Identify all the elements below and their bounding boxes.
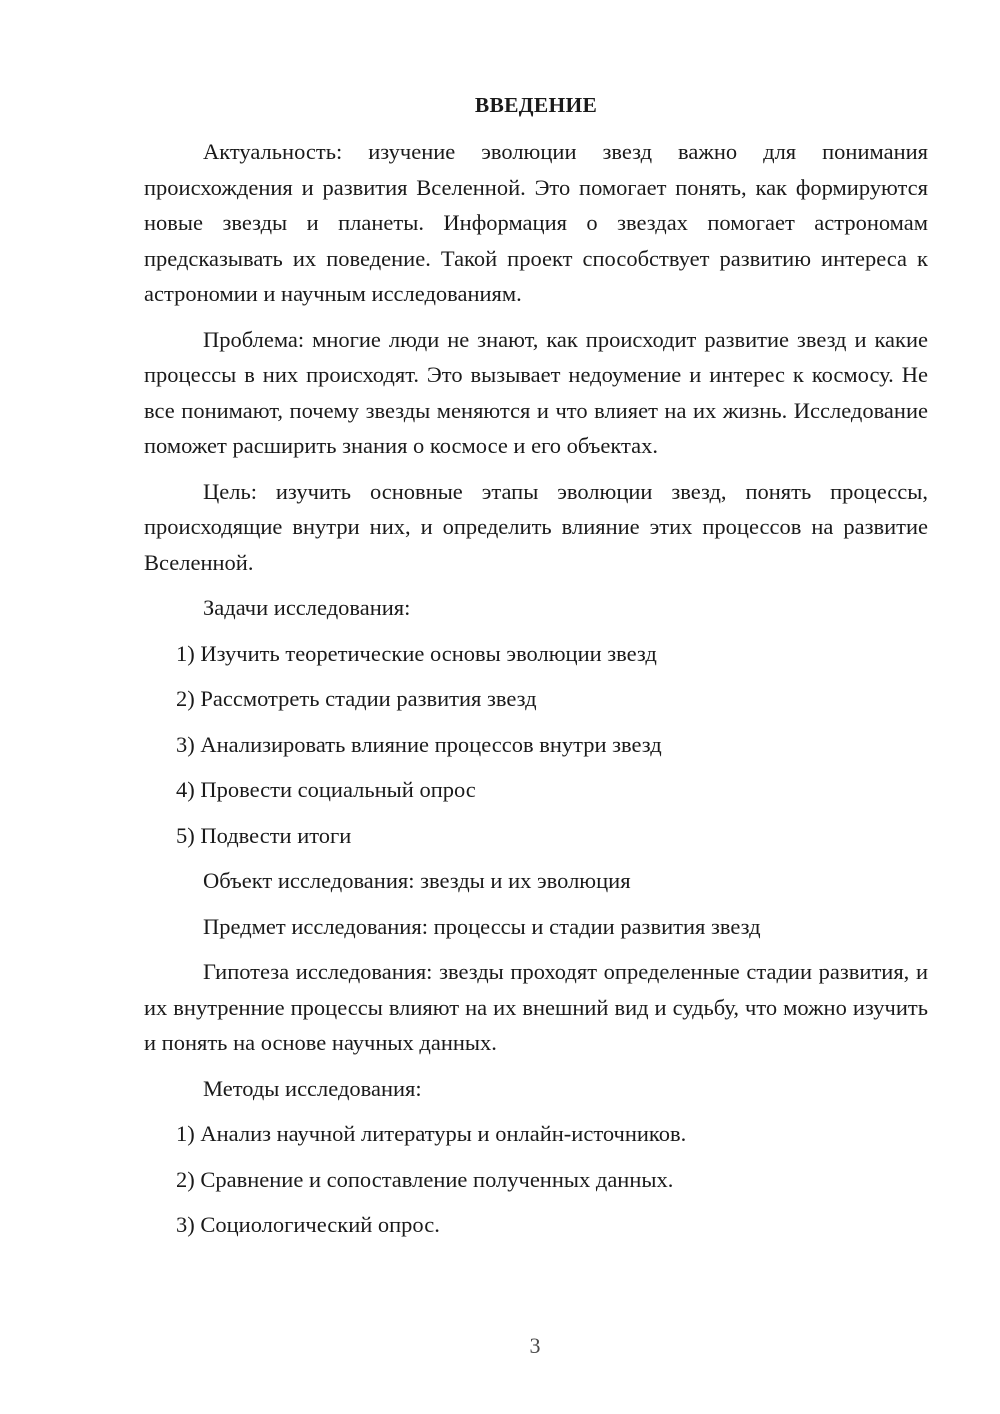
page-number: 3 <box>529 1333 541 1358</box>
list-item: 3) Анализировать влияние процессов внутри звезд <box>176 731 662 757</box>
list-item: 1) Изучить теоретические основы эволюции звезд <box>176 640 657 666</box>
list-item: 1) Анализ научной литературы и онлайн-источников. <box>176 1121 687 1146</box>
methods-list <box>144 1116 928 1243</box>
list-item: 3) Социологический опрос. <box>176 1212 440 1237</box>
object-line: Объект исследования: звезды и их эволюция <box>203 868 631 893</box>
list-item: 5) Подвести итоги <box>176 822 352 848</box>
tasks-heading: Задачи исследования: <box>203 595 411 620</box>
methods-heading: Методы исследования: <box>203 1075 422 1101</box>
subject-line: Предмет исследования: процессы и стадии развития звезд <box>203 913 761 939</box>
tasks-list <box>144 636 928 854</box>
list-item: 2) Сравнение и сопоставление полученных данных. <box>176 1166 674 1192</box>
problem-paragraph: Проблема: многие люди не знают, как происходит развитие звезд и какие процессы в них происходят. Это вызывает недоумение и интерес к космосу. Не все понимают, почему звезды меняются и что влияет на их жизнь. Исследование поможет расширить знания о космосе и его объектах. <box>144 326 928 458</box>
section-title: ВВЕДЕНИЕ <box>474 93 598 117</box>
hypothesis-paragraph: Гипотеза исследования: звезды проходят определенные стадии развития, и их внутренние процессы влияют на их внешний вид и судьбу, что можно изучить и понять на основе научных данных. <box>144 959 928 1055</box>
page-content <box>144 93 928 1253</box>
list-item: 2) Рассмотреть стадии развития звезд <box>176 686 537 711</box>
goal-paragraph: Цель: изучить основные этапы эволюции звезд, понять процессы, происходящие внутри них, и определить влияние этих процессов на развитие Вселенной. <box>144 478 928 575</box>
list-item: 4) Провести социальный опрос <box>176 777 476 802</box>
relevance-paragraph: Актуальность: изучение эволюции звезд важно для понимания происхождения и развития Вселенной. Это помогает понять, как формируются новые звезды и планеты. Информация о звездах помогает астрономам предсказывать их поведение. Такой проект способствует развитию интереса к астрономии и научным исследованиям. <box>144 139 928 306</box>
